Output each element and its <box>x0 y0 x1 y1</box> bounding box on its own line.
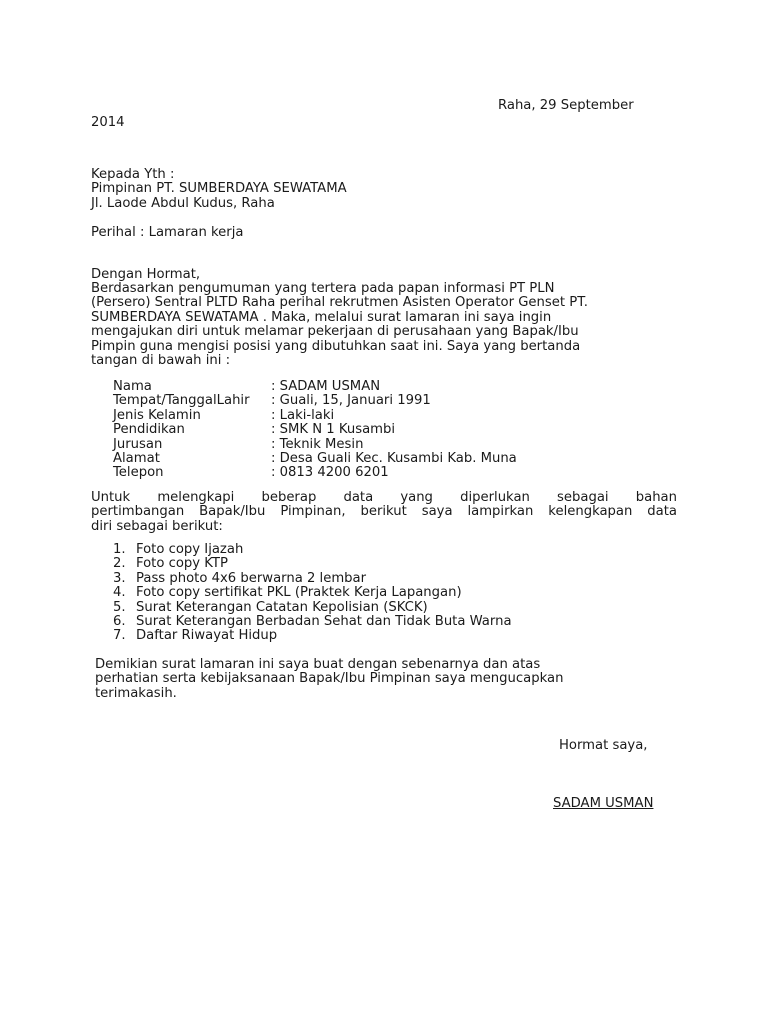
recipient-line: Kepada Yth : <box>91 167 175 182</box>
list-number: 7. <box>113 628 126 644</box>
list-text: Foto copy KTP <box>136 556 228 572</box>
detail-row <box>113 380 517 394</box>
intro-paragraph <box>91 282 588 368</box>
list-text: Foto copy sertifikat PKL (Praktek Kerja Lapangan) <box>136 585 462 601</box>
list-number: 4. <box>113 585 126 601</box>
list-text: Surat Keterangan Catatan Kepolisian (SKCK) <box>136 599 428 615</box>
intro-line: tangan di bawah ini : <box>91 352 231 368</box>
intro-line: Pimpin guna mengisi posisi yang dibutuhkan saat ini. Saya yang bertanda <box>91 338 581 354</box>
detail-row <box>113 452 517 466</box>
detail-label: Pendidikan <box>113 422 185 438</box>
personal-details <box>113 380 517 481</box>
detail-value: : SMK N 1 Kusambi <box>271 422 396 438</box>
date-line-2: 2014 <box>91 115 125 130</box>
detail-label: Alamat <box>113 450 160 466</box>
list-number: 1. <box>113 542 126 557</box>
list-number: 3. <box>113 570 126 586</box>
detail-value: : Laki-laki <box>271 407 335 423</box>
detail-label: Jenis Kelamin <box>113 407 201 423</box>
detail-row <box>113 438 517 452</box>
detail-row <box>113 423 517 437</box>
detail-row <box>113 466 517 480</box>
list-text: Surat Keterangan Berbadan Sehat dan Tidak Buta Warna <box>136 613 512 629</box>
recipient-block <box>91 168 347 211</box>
attachment-intro-paragraph <box>91 491 677 534</box>
closing-line: terimakasih. <box>95 685 177 701</box>
intro-line: Berdasarkan pengumuman yang tertera pada papan informasi PT PLN <box>91 281 555 296</box>
detail-row <box>113 409 517 423</box>
greeting: Dengan Hormat, <box>91 267 201 282</box>
detail-row <box>113 394 517 408</box>
signature-name: SADAM USMAN <box>553 796 654 811</box>
intro-line: (Persero) Sentral PLTD Raha perihal rekrutmen Asisten Operator Genset PT. <box>91 295 588 311</box>
detail-label: Jurusan <box>113 436 163 452</box>
detail-value: : 0813 4200 6201 <box>271 465 389 481</box>
detail-label: Tempat/TanggalLahir <box>113 393 250 409</box>
closing-paragraph <box>95 658 563 701</box>
intro-line: SUMBERDAYA SEWATAMA . Maka, melalui surat lamaran ini saya ingin <box>91 309 552 325</box>
attachment-intro-line: diri sebagai berikut: <box>91 518 223 534</box>
detail-value: : Guali, 15, Januari 1991 <box>271 393 431 409</box>
list-item <box>113 615 512 629</box>
list-item <box>113 557 512 571</box>
attachment-intro-line: Untuk melengkapi beberap data yang diperlukan sebagai bahan <box>91 490 677 505</box>
subject-line: Perihal : Lamaran kerja <box>91 225 244 240</box>
recipient-line: Pimpinan PT. SUMBERDAYA SEWATAMA <box>91 181 347 197</box>
list-number: 6. <box>113 613 126 629</box>
closing-line: perhatian serta kebijaksanaan Bapak/Ibu Pimpinan saya mengucapkan <box>95 671 564 687</box>
attachment-intro-line: pertimbangan Bapak/Ibu Pimpinan, berikut saya lampirkan kelengkapan data <box>91 504 677 520</box>
list-item <box>113 543 512 557</box>
detail-label: Nama <box>113 379 152 394</box>
list-number: 2. <box>113 556 126 572</box>
detail-value: : Teknik Mesin <box>271 436 364 452</box>
date-line-1: Raha, 29 September <box>498 98 634 113</box>
list-item <box>113 629 512 643</box>
signoff: Hormat saya, <box>559 738 648 753</box>
recipient-line: Jl. Laode Abdul Kudus, Raha <box>91 195 275 211</box>
intro-line: mengajukan diri untuk melamar pekerjaan di perusahaan yang Bapak/Ibu <box>91 324 579 340</box>
list-item <box>113 601 512 615</box>
detail-value: : SADAM USMAN <box>271 379 381 394</box>
list-text: Foto copy Ijazah <box>136 542 244 557</box>
list-number: 5. <box>113 599 126 615</box>
attachment-list <box>113 543 512 644</box>
closing-line: Demikian surat lamaran ini saya buat dengan sebenarnya dan atas <box>95 657 541 672</box>
list-item <box>113 586 512 600</box>
list-item <box>113 572 512 586</box>
detail-label: Telepon <box>113 465 164 481</box>
list-text: Pass photo 4x6 berwarna 2 lembar <box>136 570 367 586</box>
detail-value: : Desa Guali Kec. Kusambi Kab. Muna <box>271 450 517 466</box>
list-text: Daftar Riwayat Hidup <box>136 628 278 644</box>
